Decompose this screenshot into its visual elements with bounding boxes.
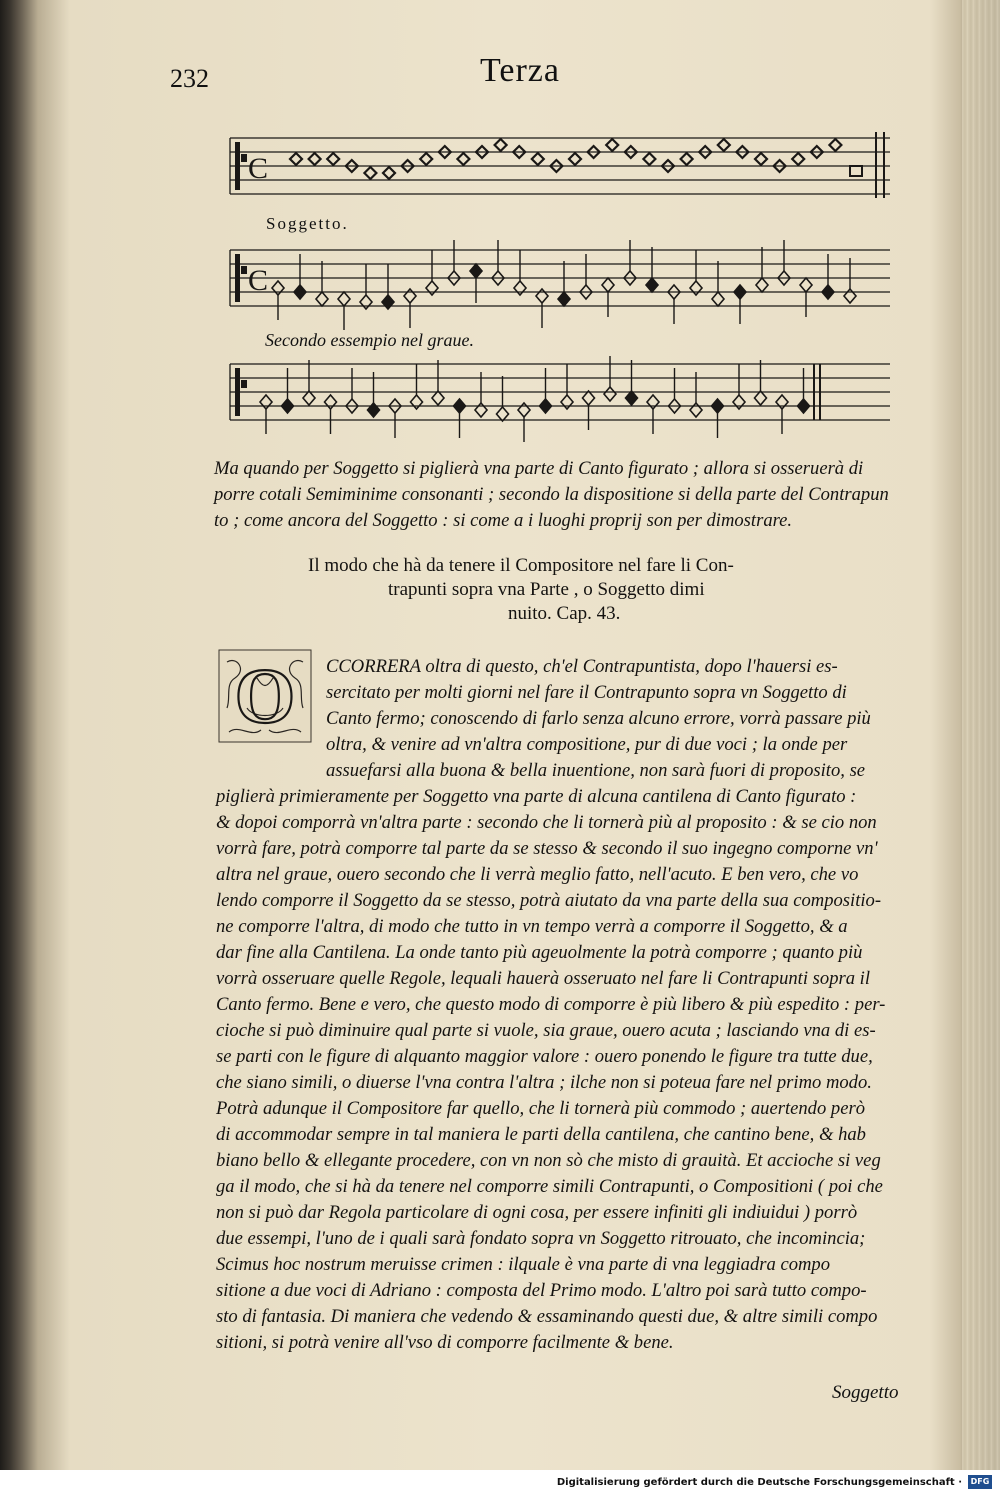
paragraph-2-line: Canto fermo; conoscendo di farlo senza alcuno errore, vorrà passare più [326, 708, 871, 729]
chapter-heading-line: nuito. Cap. 43. [508, 603, 621, 624]
minim-note [470, 264, 482, 278]
semibreve-note [755, 153, 767, 165]
semibreve-note [643, 153, 655, 165]
minim-note [316, 292, 328, 306]
paragraph-2-line: lendo comporre il Soggetto da se stesso, potrà aiutato da vna parte della sua compositio- [216, 890, 882, 911]
semibreve-note [829, 139, 841, 151]
paragraph-2-line: di accommodar sempre in tal maniera le parti della cantilena, che cantino bene, & hab [216, 1124, 866, 1145]
minim-note [404, 289, 416, 303]
minim-note [360, 295, 372, 309]
minim-note [733, 395, 745, 409]
minim-note [690, 403, 702, 417]
page-number: 232 [170, 64, 209, 93]
minim-note [514, 281, 526, 295]
paragraph-2-line: ga il modo, che si hà da tenere nel comporre simili Contrapunti, o Compositioni ( poi che [216, 1176, 883, 1197]
minim-note [303, 391, 315, 405]
minim-note [712, 399, 724, 413]
semibreve-note [309, 153, 321, 165]
minim-note [454, 399, 466, 413]
page-stack-edge [962, 0, 1000, 1470]
minim-note [602, 278, 614, 292]
semibreve-note [532, 153, 544, 165]
chapter-heading-line: Il modo che hà da tenere il Compositore nel fare li Con- [308, 555, 734, 576]
digitization-note: Digitalisierung gefördert durch die Deutsche Forschungsgemeinschaft · [556, 1477, 962, 1488]
example-label: Secondo essempio nel graue. [265, 330, 474, 350]
minim-note [583, 391, 595, 405]
minim-note [712, 292, 724, 306]
paragraph-2-line: sto di fantasia. Di maniera che vedendo & essaminando questi due, & altre simili compo [216, 1306, 878, 1327]
semibreve-note [290, 153, 302, 165]
minim-note [411, 395, 423, 409]
semibreve-note [364, 167, 376, 179]
paragraph-2-line: dar fine alla Cantilena. La onde tanto più ageuolmente la potrà comporre ; quanto più [216, 942, 863, 963]
semibreve-note [606, 139, 618, 151]
minim-note [260, 395, 272, 409]
minim-note [798, 399, 810, 413]
paragraph-2-line: se parti con le figure di alquanto maggior valore : ouero ponendo le figure tra tutte due, [216, 1046, 873, 1067]
minim-note [536, 289, 548, 303]
paragraph-2-line: Potrà adunque il Compositore far quello, che li tornerà più commodo ; auertendo però [216, 1098, 865, 1119]
semibreve-note [681, 153, 693, 165]
paragraph-2-line: assuefarsi alla buona & bella inuentione, non sarà fuori di proposito, se [326, 760, 866, 781]
minim-note [558, 292, 570, 306]
paragraph-2-line: non si può dar Regola particolare di ogni cosa, per essere infiniti gli indiuidui ) porrò [216, 1202, 858, 1223]
semibreve-note [792, 153, 804, 165]
minim-note [800, 278, 812, 292]
semibreve-note [569, 153, 581, 165]
minim-note [368, 403, 380, 417]
minim-note [272, 281, 284, 295]
breve-note [850, 166, 862, 176]
semibreve-note [718, 139, 730, 151]
paragraph-2-line: Scimus hoc nostrum meruisse crimen : ilquale è vna parte di vna leggiadra compo [216, 1254, 831, 1275]
minim-note [338, 292, 350, 306]
paragraph-2-line: altra nel graue, ouero secondo che li verrà meglio fatto, nell'acuto. E ben vero, che vo [216, 864, 859, 885]
minim-note [646, 278, 658, 292]
paragraph-2-line: biano bello & ellegante procedere, con vn non sò che misto di grauità. Et accioche si veg [216, 1150, 881, 1171]
music-staff-1 [228, 128, 892, 202]
paragraph-2-line: Canto fermo. Bene e vero, che questo modo di comporre è più libero & più espedito : per- [216, 994, 886, 1015]
paragraph-2-line: ne comporre l'altra, di modo che tutto in vn tempo verrà a comporre il Soggetto, & a [216, 916, 848, 937]
minim-note [426, 281, 438, 295]
paragraph-2-line: sitioni, si potrà venire all'vso di comporre facilmente & bene. [216, 1332, 674, 1353]
minim-note [497, 407, 509, 421]
minim-note [540, 399, 552, 413]
minim-note [756, 278, 768, 292]
paragraph-2-line: cioche si può diminuire qual parte si vuole, sia graue, ouero acuta ; lasciando vna di es- [216, 1020, 876, 1041]
minim-note [844, 289, 856, 303]
semibreve-note [420, 153, 432, 165]
music-staff-3 [228, 352, 892, 447]
minim-note [647, 395, 659, 409]
paragraph-2-line: CCORRERA oltra di questo, ch'el Contrapuntista, dopo l'hauersi es- [326, 656, 838, 677]
decorated-initial [217, 648, 313, 744]
paragraph-1-line: porre cotali Semiminime consonanti ; secondo la dispositione si della parte del Contrapun [214, 484, 889, 505]
minim-note [294, 285, 306, 299]
minim-note [604, 387, 616, 401]
minim-note [755, 391, 767, 405]
paragraph-2-line: piglierà primieramente per Soggetto vna parte di alcuna cantilena di Canto figurato : [216, 786, 857, 807]
minim-note [561, 395, 573, 409]
paragraph-2-line: sitione a due voci di Adriano : composta del Primo modo. L'altro poi sarà tutto compo- [216, 1280, 867, 1301]
minim-note [475, 403, 487, 417]
catchword: Soggetto [832, 1382, 899, 1403]
soggetto-label: Soggetto. [266, 214, 349, 233]
minim-note [382, 295, 394, 309]
paragraph-1-line: to ; come ancora del Soggetto : si come a i luoghi proprij son per dimostrare. [214, 510, 793, 531]
paragraph-2-line: due essempi, l'uno de i quali sarà fondato sopra vn Soggetto ritrouato, che incomincia; [216, 1228, 866, 1249]
semibreve-note [327, 153, 339, 165]
music-staff-2 [228, 240, 892, 330]
minim-note [776, 395, 788, 409]
paragraph-1-line: Ma quando per Soggetto si piglierà vna parte di Canto figurato ; allora si osseruerà di [214, 458, 864, 479]
paragraph-2-line: & dopoi comporrà vn'altra parte : secondo che li tornerà più al proposito : & se cio non [216, 812, 877, 833]
minim-note [518, 403, 530, 417]
chapter-heading-line: trapunti sopra vna Parte , o Soggetto dimi [388, 579, 705, 600]
paragraph-2-line: vorrà fare, potrà comporre tal parte da se stesso & secondo il suo ingegno comporne vn' [216, 838, 878, 859]
paragraph-2-line: vorrà osseruare quelle Regole, lequali hauerà osseruato nel fare li Contrapunti sopra il [216, 968, 871, 989]
semibreve-note [457, 153, 469, 165]
minim-note [690, 281, 702, 295]
footer-bar [0, 1470, 1000, 1497]
paragraph-2-line: sercitato per molti giorni nel fare il Contrapunto sopra vn Soggetto di [326, 682, 847, 703]
running-title: Terza [480, 52, 560, 89]
minim-note [734, 285, 746, 299]
svg-text:C: C [248, 264, 269, 297]
minim-note [325, 395, 337, 409]
semibreve-note [495, 139, 507, 151]
minim-note [626, 391, 638, 405]
minim-note [282, 399, 294, 413]
svg-text:C: C [248, 152, 269, 185]
semibreve-note [383, 167, 395, 179]
dfg-logo: DFG [968, 1475, 992, 1489]
minim-note [432, 391, 444, 405]
minim-note [822, 285, 834, 299]
svg-text:O: O [234, 652, 296, 739]
paragraph-2-line: oltra, & venire ad vn'altra compositione, pur di due voci ; la onde per [326, 734, 848, 755]
paragraph-2-line: che siano simili, o diuerse l'vna contra l'altra ; ilche non si poteua fare nel primo modo. [216, 1072, 872, 1093]
